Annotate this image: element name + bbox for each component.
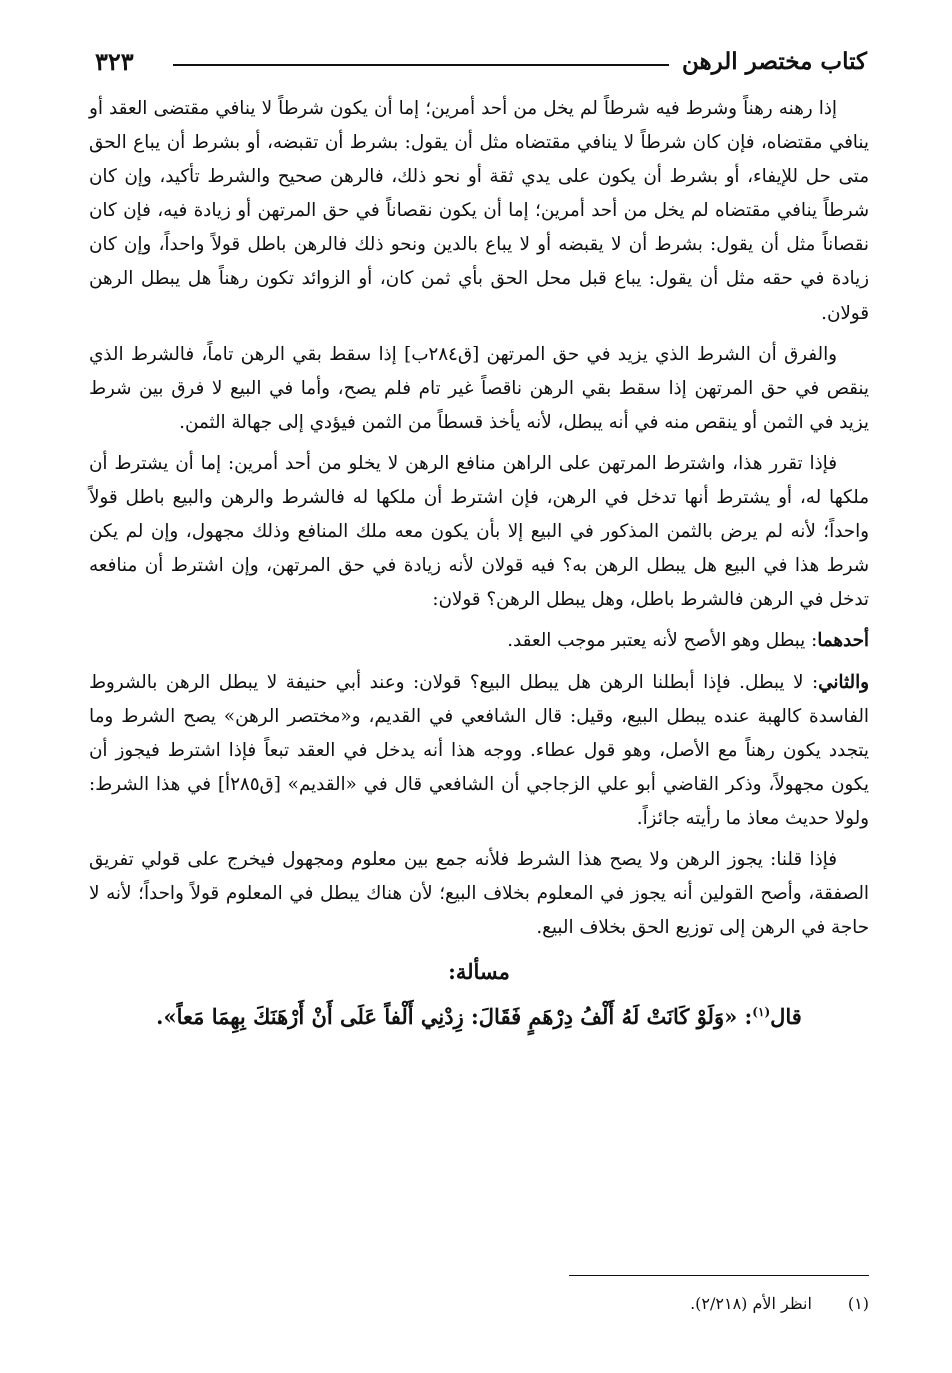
paragraph-5-text: : لا يبطل. فإذا أبطلنا الرهن هل يبطل البيع؟ قولان: وعند أبي حنيفة لا يبطل الرهن بالشروط الفاسدة كالهبة عنده يبطل البيع، وقيل: قال الشافعي في القديم، و«مختصر الرهن» يصح الشرط وما يتجدد يكون رهناً مع الأصل، وهو قول عطاء. ووجه هذا أنه يدخل في العقد تبعاً فإذا اشترط فيجوز أن يكون مجهولاً، وذكر القاضي أبو علي الزجاجي أن الشافعي قال في «القديم» [ق٢٨٥أ] في هذا الشرط: ولولا حديث معاذ ما رأيته جائزاً. [89, 671, 869, 829]
paragraph-5-lead: والثاني [818, 671, 869, 693]
footnote-rule [569, 1275, 869, 1276]
paragraph-1: إذا رهنه رهناً وشرط فيه شرطاً لم يخل من أحد أمرين؛ إما أن يكون شرطاً لا ينافي مقتضى العقد أو ينافي مقتضاه، فإن كان شرطاً لا ينافي مقتضاه مثل أن يقول: بشرط أن تقبضه، أو بشرط أن يباع الحق متى حل للإيفاء، أو بشرط أن يكون على يدي ثقة أو نحو ذلك، فالرهن صحيح والشرط تأكيد، وإن كان شرطاً ينافي مقتضاه لم يخل من أحد أمرين؛ إما أن يكون نقصاناً في حق المرتهن أو زيادة فيه، فإن كان نقصاناً مثل أن يقول: بشرط أن لا يقبضه أو لا يباع بالدين ونحو ذلك فالرهن باطل قولاً واحداً، وإن كان زيادة في حقه مثل أن يقول: يباع قبل محل الحق بأي ثمن كان، أو الزوائد تكون رهناً هل يبطل الرهن قولان. [89, 98, 869, 324]
paragraph-3: فإذا تقرر هذا، واشترط المرتهن على الراهن منافع الرهن لا يخلو من أحد أمرين: إما أن يشترط أن ملكها له، أو يشترط أنها تدخل في الرهن، فإن اشترط أن ملكها له فالشرط والرهن والبيع باطل قولاً واحداً؛ لأنه لم يرض بالثمن المذكور في البيع إلا بأن يكون معه ملك المنافع وذلك مجهول، وإن لم يكن شرط هذا في البيع هل يبطل الرهن به؟ فيه قولان لأنه زيادة في حق المرتهن، وإن اشترط أن منافعه تدخل في الرهن فالشرط باطل، وهل يبطل الرهن؟ قولان: [89, 452, 869, 611]
running-header [95, 42, 867, 86]
paragraph-2: والفرق أن الشرط الذي يزيد في حق المرتهن [ق٢٨٤ب] إذا سقط بقي الرهن تاماً، فالشرط الذي ينقص في حق المرتهن إذا سقط بقي الرهن ناقصاً غير تام فلم يصح، وأما في البيع لا فرق بين شرط يزيد في الثمن أو ينقص منه في أنه يبطل، لأنه يأخذ قسطاً من الثمن فيؤدي إلى جهالة الثمن. [89, 343, 869, 433]
section-heading: مسألة: [448, 959, 510, 985]
footnote-marker: (١) [752, 1005, 771, 1020]
quote-text: : «وَلَوْ كَانَتْ لَهُ أَلْفُ دِرْهَمٍ فَقَالَ: زِدْنِي أَلْفاً عَلَى أَنْ أَرْهَنَكَ بِهِمَا مَعاً». [156, 1004, 753, 1030]
book-title: كتاب مختصر الرهن [681, 48, 867, 75]
paragraph-4-lead: أحدهما [817, 630, 869, 652]
paragraph-4-text: : يبطل وهو الأصح لأنه يعتبر موجب العقد. [507, 630, 818, 652]
footnote [89, 1292, 869, 1316]
quote-line [89, 995, 869, 1034]
page-number: ٣٢٣ [95, 47, 134, 76]
quote-prefix: قال [770, 1004, 802, 1030]
footnote-number: (١) [847, 1294, 869, 1313]
paragraph-5 [89, 666, 869, 836]
header-rule [173, 64, 669, 66]
footnote-text: انظر الأم (٢/٢١٨). [690, 1294, 812, 1313]
paragraph-4 [89, 624, 869, 658]
body-text [89, 92, 869, 1034]
paragraph-6: فإذا قلنا: يجوز الرهن ولا يصح هذا الشرط فلأنه جمع بين معلوم ومجهول فيخرج على قولي تفريق الصفقة، وأصح القولين أنه يجوز في المعلوم بخلاف البيع؛ لأن هناك يبطل في المعلوم قولاً واحداً؛ لأنه لا حاجة في الرهن إلى توزيع الحق بخلاف البيع. [89, 848, 869, 939]
